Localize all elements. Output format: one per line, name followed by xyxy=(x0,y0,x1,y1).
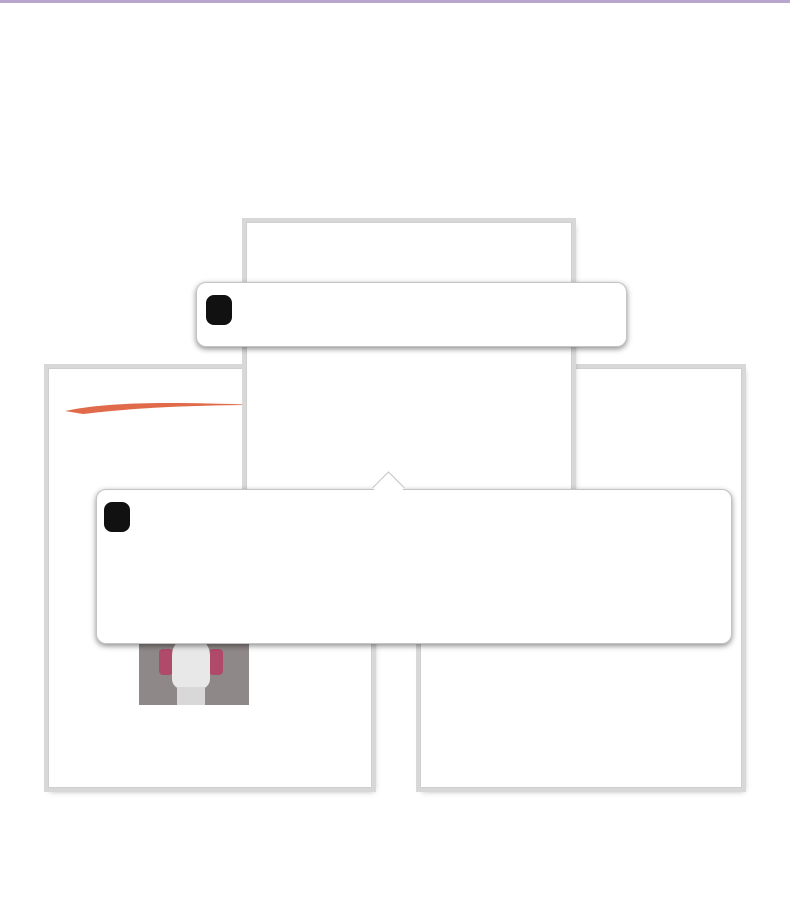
snr-callout xyxy=(196,282,627,347)
clamping-force-tag xyxy=(104,502,130,532)
ce-report-document xyxy=(246,222,572,504)
clamping-force-callout xyxy=(96,489,732,644)
top-accent-line xyxy=(0,0,790,3)
aus-logo-swoosh xyxy=(63,399,263,415)
noise-decible-tag xyxy=(206,295,232,325)
